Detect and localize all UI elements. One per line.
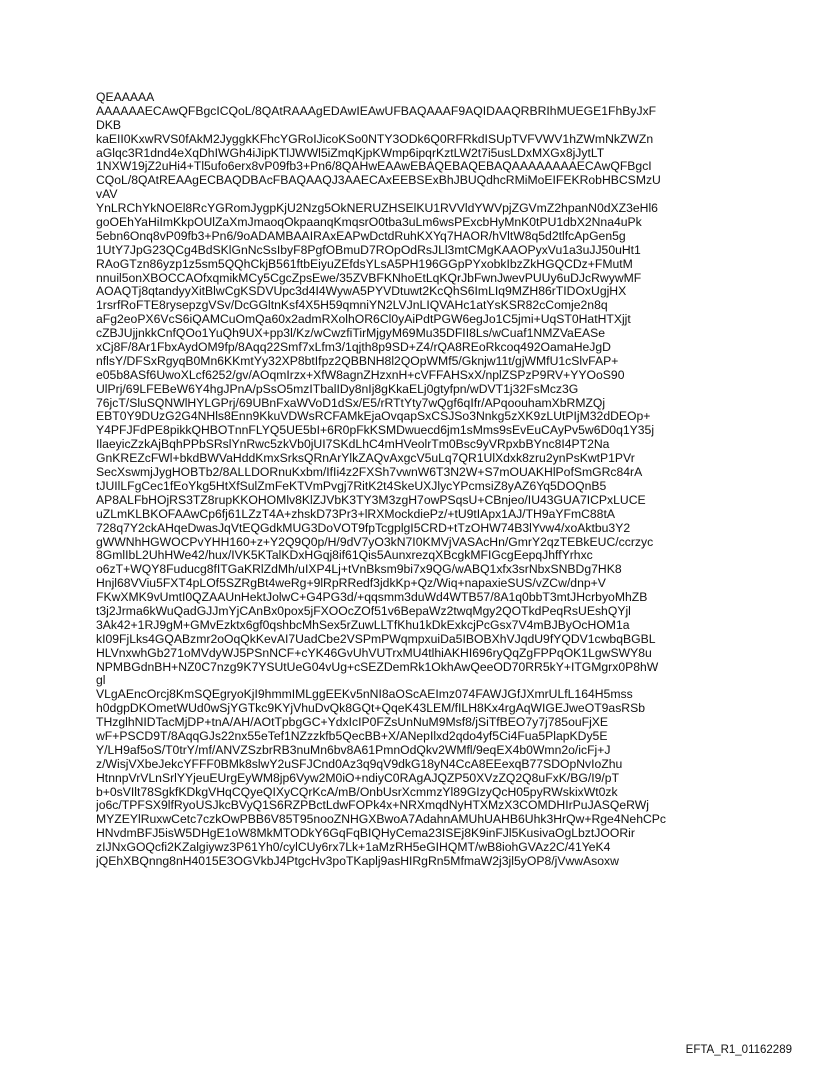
text-line: MYZEYlRuxwCetc7czkOwPBB6V85T95nooZNHGXBwoA7AdahnAMUhUAHB6Uhk3HrQw+Rge4NehCPc bbox=[96, 813, 666, 827]
text-line: wF+PSCD9T/8AqqGJs22nx55eTef1NZzzkfb5QecBB+X/ANepIlxd2qdo4yf5Ci4Fua5PlapKDy5E bbox=[96, 729, 608, 743]
text-line: HLVnxwhGb271oMVdyWJ5PSnNCF+cYK46GvUhVUTrxMU4tlhiAKHI696ryQqZgFPPqOK1LgwSWY8u bbox=[96, 646, 652, 660]
text-line: 3Ak42+1RJ9gM+GMvEzktx6gf0qshbcMhSex5rZuwLLTfKhu1kDkExkcjPcGsx7V4mBJByOcHOM1a bbox=[96, 618, 630, 632]
document-body bbox=[96, 91, 736, 869]
text-line: vAV bbox=[96, 188, 118, 202]
text-line: 5ebn6Onq8vP09fb3+Pn6/9oADAMBAAIRAxEAPwDctdRuhKXYq7HAOR/hVltW8q5d2tlfcApGen5g bbox=[96, 229, 626, 243]
text-line: RAoGTzn86yzp1z5sm5QQhCkjB561ftbEiyuZEfdsYLsA5PH196GGpPYxobkIbzZkHGQCDz+FMutM bbox=[96, 257, 633, 271]
text-line: CQoL/8QAtREAAgECBAQDBAcFBAQAAQJ3AAECAxEEBSExBhJBUQdhcRMiMoEIFEKRobHBCSMzU bbox=[96, 174, 661, 188]
text-line: gl bbox=[96, 674, 106, 688]
text-line: 1rsrfRoFTE8rysepzgVSv/DcGGltnKsf4X5H59qmniYN2LVJnLIQVAHc1atYsKSR82cComje2n8q bbox=[96, 299, 608, 313]
text-line: h0dgpDKOmetWUd0wSjYGTkc9KYjVhuDvQk8GQt+QqeK43LEM/fILH8Kx4rgAqWIGEJweOT9asRSb bbox=[96, 702, 645, 716]
text-line: QEAAAAA bbox=[96, 91, 155, 104]
text-line: kI09FjLks4GQABzmr2oOqQkKevAI7UadCbe2VSPmPWqmpxuiDa5IBOBXhVJqdU9fYQDV1cwbqBGBL bbox=[96, 632, 656, 646]
text-line: VLgAEncOrcj8KmSQEgryoKjI9hmmIMLggEEKv5nNI8aOScAEImz074FAWJGfJXmrULfL164H5mss bbox=[96, 688, 633, 702]
bates-number: EFTA_R1_01162289 bbox=[685, 1044, 792, 1056]
text-line: AAAAAAECAwQFBgcICQoL/8QAtRAAAgEDAwIEAwUFBAQAAAF9AQIDAAQRBRIhMUEGE1FhByJxF bbox=[96, 104, 657, 118]
text-line: FKwXMK9vUmtI0QZAAUnHektJolwC+G4PG3d/+qqsmm3duWd4WTB57/8A1q0bbT3mtJHcrbyoMhZB bbox=[96, 591, 648, 605]
text-line: tJUIlLFgCec1fEoYkg5HtXfSulZmFeKTVmPvgj7RitK2t4SkeUXJlycYPcmsiZ8yAZ6Yq5DOQnB5 bbox=[96, 479, 607, 493]
text-line: aGlqc3R1dnd4eXqDhIWGh4iJipKTlJWWl5iZmqKjpKWmp6ipqrKztLW2t7i5usLDxMXGx8jJytLT bbox=[96, 146, 605, 160]
text-line: HNvdmBFJ5isW5DHgE1oW8MkMTODkY6GqFqBIQHyCema23ISEj8K9inFJl5KusivaOgLbztJOORir bbox=[96, 827, 635, 841]
text-line: nnuil5onXBOCCAOfxqmikMCy5CgcZpsEwe/35ZVBFKNhoEtLqKQrJbFwnJwevPUUy6uDJcRwywMF bbox=[96, 271, 642, 285]
text-line: o6zT+WQY8Fuducg8fITGaKRlZdMh/uIXP4Lj+tVnBksm9bi7x9QG/wABQ1xfx3srNbxSNBDg7HK8 bbox=[96, 563, 622, 577]
text-line: uZLmKLBKOFAAwCp6fj61LZzT4A+zhskD73Pr3+lRXMockdiePz/+tU9tIApx1AJ/TH9aYFmC88tA bbox=[96, 507, 615, 521]
text-line: xCj8F/8Ar1FbxAydOM9fp/8Aqq22Smf7xLfm3/1qjth8p9SD+Z4/rQA8REoRkcoq492OamaHeJgD bbox=[96, 341, 611, 355]
text-line: AP8ALFbHOjRS3TZ8rupKKOHOMlv8KlZJVbK3TY3M3zgH7owPSqsU+CBnjeo/IU43GUA7ICPxLUCE bbox=[96, 493, 646, 507]
text-line: zIJNxGOQcfi2KZalgiywz3P61Yh0/cylCUy6rx7Lk+1aMzRH5eGIHQMT/wB8iohGVAz2C/41YeK4 bbox=[96, 841, 611, 855]
text-line: z/WisjVXbeJekcYFFF0BMk8slwY2uSFJCnd0Az3q9qV9dkG18yN4CcA8EEexqB77SDOpNvIoZhu bbox=[96, 757, 623, 771]
text-line: gWWNhHGWOCPvYHH160+z+Y2Q9Q0p/H/9dV7yO3kN7I0KMVjVASAcHn/GmrY2qzTEBkEUC/ccrzyc bbox=[96, 535, 654, 549]
text-line: kaEII0KxwRVS0fAkM2JyggkKFhcYGRoIJicoKSo0NTY3ODk6Q0RFRkdISUpTVFVWV1hZWmNkZWZn bbox=[96, 132, 654, 146]
text-line: Y/LH9af5oS/T0trY/mf/ANVZSzbrRB3nuMn6bv8A61PmnOdQkv2WMfl/9eqEX4b0Wmn2o/icFj+J bbox=[96, 743, 611, 757]
text-line: UlPrj/69LFEBeW6Y4hgJPnA/pSsO5mzITbalIDy8nIj8gKkaELj0gtyfpn/wDVT1j32FsMcz3G bbox=[96, 382, 579, 396]
text-line: Hnjl68VViu5FXT4pLOf5SZRgBt4weRg+9lRpRRedf3jdkKp+Qz/Wiq+napaxieSUS/vZCw/dnp+V bbox=[96, 577, 606, 591]
text-line: 8GmlIbL2UhHWe42/hux/IVK5KTalKDxHGqj8if61Qis5AunxrezqXBcgkMFIGcgEepqJhffYrhxc bbox=[96, 549, 593, 563]
text-line: 1NXW19jZ2uHi4+Tl5ufo6erx8vP09fb3+Pn6/8QAHwEAAwEBAQEBAQEBAQAAAAAAAAECAwQFBgcI bbox=[96, 160, 652, 174]
text-line: cZBJUjjnkkCnfQOo1YuQh9UX+pp3l/Kz/wCwzfiTirMjgyM69Mu35DFII8Ls/wCuaf1NMZVaEASe bbox=[96, 327, 605, 341]
text-line: NPMBGdnBH+NZ0C7nzg9K7YSUtUeG04vUg+cSEZDemRk1OkhAwQeeOD70RR5kY+ITGMgrx0P8hW bbox=[96, 660, 659, 674]
text-line: 728q7Y2ckAHqeDwasJqVtEQGdkMUG3DoVOT9fpTcgplgI5CRD+tTzOHW74B3lYvw4/xoAktbu3Y2 bbox=[96, 521, 631, 535]
text-line: jo6c/TPFSX9lfRyoUSJkcBVyQ1S6RZPBctLdwFOPk4x+NRXmqdNyHTXMzX3COMDHIrPuJASQeRWj bbox=[96, 799, 649, 813]
text-line: IlaeyicZzkAjBqhPPbSRslYnRwc5zkVb0jUI7SKdLhC4mHVeolrTm0Bsc9yVRpxbBYnc8I4PT2Na bbox=[96, 438, 610, 452]
text-line: GnKREZcFWl+bkdBWVaHddKmxSrksQRnArYlkZAQvAxgcV5uLq7QR1UlXdxk8zru2ynPsKwtP1PVr bbox=[96, 452, 635, 466]
text-line: nflsY/DFSxRgyqB0Mn6KKmtYy32XP8btIfpz2QBBNH8l2QOpWMf5/Gknjw11t/gjWMfU1cSlvFAP+ bbox=[96, 354, 619, 368]
text-line: 1UtY7JpG23QCg4BdSKlGnNcSsIbyF8PgfOBmuD7ROpOdRsJLl3mtCMgKAAOPyxVu1a3uJJ50uHt1 bbox=[96, 243, 641, 257]
text-line: b+0sVIlt78SgkfKDkgVHqCQyeQIXyCQrKcA/mB/OnbUsrXcmmzYl89GIzyQcH05pyRWskixWt0zk bbox=[96, 785, 618, 799]
text-line: YnLRChYkNOEl8RcYGRomJygpKjU2Nzg5OkNERUZHSElKU1RVVldYWVpjZGVmZ2hpanN0dXZ3eHl6 bbox=[96, 202, 658, 216]
text-line: DKB bbox=[96, 118, 122, 132]
text-line: EBT0Y9DUzG2G4NHls8Enn9KkuVDWsRCFAMkEjaOvqapSxCSJSo3Nnkg5zXK9zLUtPIjM32dDEOp+ bbox=[96, 410, 651, 424]
text-line: goOEhYaHiImKkpOUlZaXmJmaoqOkpaanqKmqsrO0tba3uLm6wsPExcbHyMnK0tPU1dbX2Nna4uPk bbox=[96, 216, 642, 230]
text-line: Y4PFJFdPE8pikkQHBOTnnFLYQ5UE5bI+6R0pFkKSMDwuecd6jm1sMms9sEvEuCAyPv5w6D0q1Y35j bbox=[96, 424, 655, 438]
text-line: SecXswmjJygHOBTb2/8ALLDORnuKxbm/IfIi4z2FXSh7vwnW6T3N2W+S7mOUAKHlPofSmGRc84rA bbox=[96, 466, 643, 480]
text-line: t3j2Jrma6kWuQadGJJmYjCAnBx0pox5jFXOOcZOf51v6BepaWz2twqMgy2QOTkdPeqRsUEshQYjl bbox=[96, 604, 631, 618]
text-line: HtnnpVrVLnSrlYYjeuEUrgEyWM8jp6Vyw2M0iO+ndiyC0RAgAJQZP50XVzZQ2Q8uFxK/BG/I9/pT bbox=[96, 771, 620, 785]
text-line: 76jcT/SluSQNWlHYLGPrj/69UBnFxaWVoD1dSx/E5/rRTtYty7wQgf6qIfr/APqoouhamXbRMZQj bbox=[96, 396, 606, 410]
text-line: aFg2eoPX6VcS6iQAMCuOmQa60x2admRXolhOR6Cl0yAiPdtPGW6egJo1C5jmi+UqST0HatHTXjjt bbox=[96, 313, 631, 327]
text-line: AOAQTj8qtandyyXitBlwCgKSDVUpc3d4I4WywA5PYVDtuwt2KcQhS6ImLIq9MZH86rTIDOxUgjHX bbox=[96, 285, 627, 299]
text-line: jQEhXBQnng8nH4015E3OGVkbJ4PtgcHv3poTKaplj9asHIRgRn5MfmaW2j3jl5yOP8/jVwwAsoxw bbox=[96, 854, 619, 868]
text-line: THzglhNIDTacMjDP+tnA/AH/AOtTpbgGC+YdxIcIP0FZsUnNuM9Msf8/jSiTfBEO7y7j785ouFjXE bbox=[96, 716, 609, 730]
text-line: e05b8ASf6UwoXLcf6252/gv/AOqmIrzx+XfW8agnZHzxnH+cVFFAHSxX/nplZSPzP9RV+YYOoS90 bbox=[96, 368, 625, 382]
